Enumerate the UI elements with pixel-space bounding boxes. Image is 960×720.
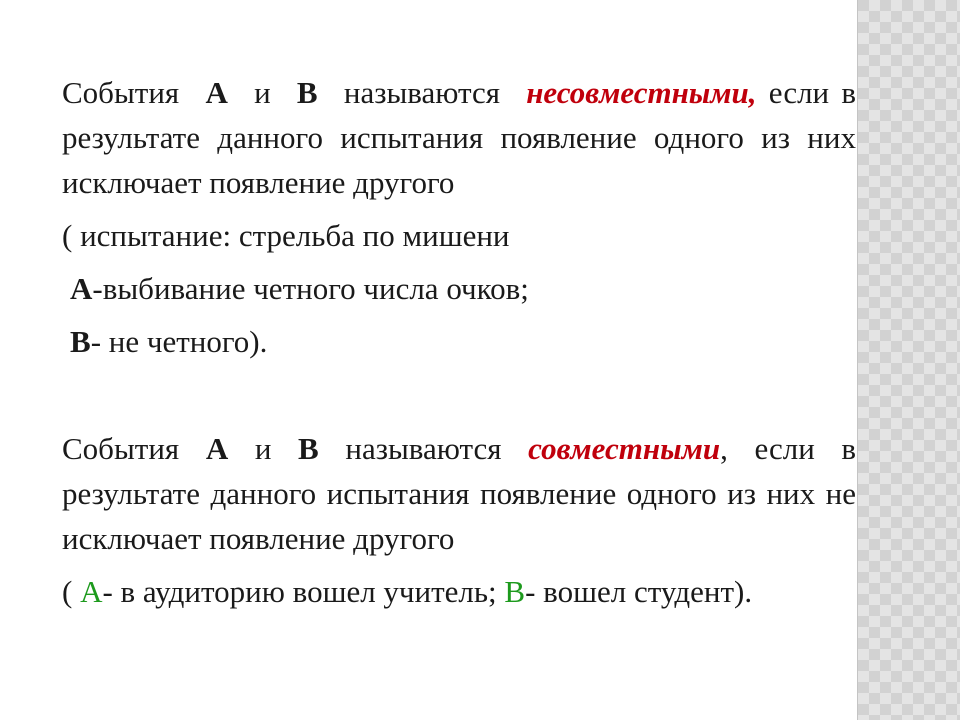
event-a-letter-green: А xyxy=(80,574,103,609)
definition-compatible xyxy=(26,426,856,561)
word-and: и xyxy=(254,75,271,110)
event-b-label: В xyxy=(296,75,318,110)
slide-content xyxy=(26,70,856,614)
word-called: называются xyxy=(345,431,502,466)
word-called: называются xyxy=(343,75,500,110)
example-line-a xyxy=(26,266,856,311)
event-a-description: - в аудиторию вошел учитель; xyxy=(102,574,497,609)
term-compatible: совместными xyxy=(528,431,721,466)
example-compatible xyxy=(26,569,856,614)
definition-lead xyxy=(62,75,757,110)
word-sobytiya: События xyxy=(62,431,180,466)
definition-rest: если в результате данного испытания появление одного из них исключает появление другого xyxy=(62,75,857,200)
example-line-trial: ( испытание: стрельба по мишени xyxy=(62,218,510,253)
event-a-letter: А xyxy=(70,271,93,306)
event-b-label: В xyxy=(298,431,319,466)
event-b-letter: В xyxy=(70,324,91,359)
event-b-letter-green: В xyxy=(504,574,526,609)
event-a-label: А xyxy=(205,431,229,466)
term-incompatible: несовместными, xyxy=(526,75,757,110)
definition-incompatible xyxy=(26,70,856,205)
event-a-label: А xyxy=(205,75,228,110)
word-and: и xyxy=(254,431,272,466)
event-b-description: - не четного). xyxy=(90,324,268,359)
definition-rest: , если в результате данного испытания появление одного из них не исключает появление другого xyxy=(62,431,857,556)
open-paren: ( xyxy=(62,574,73,609)
example-line-b xyxy=(26,319,856,364)
word-sobytiya: События xyxy=(62,75,180,110)
decorative-side-pattern xyxy=(857,0,960,720)
event-b-description: - вошел студент). xyxy=(525,574,753,609)
event-a-description: -выбивание четного числа очков; xyxy=(92,271,529,306)
